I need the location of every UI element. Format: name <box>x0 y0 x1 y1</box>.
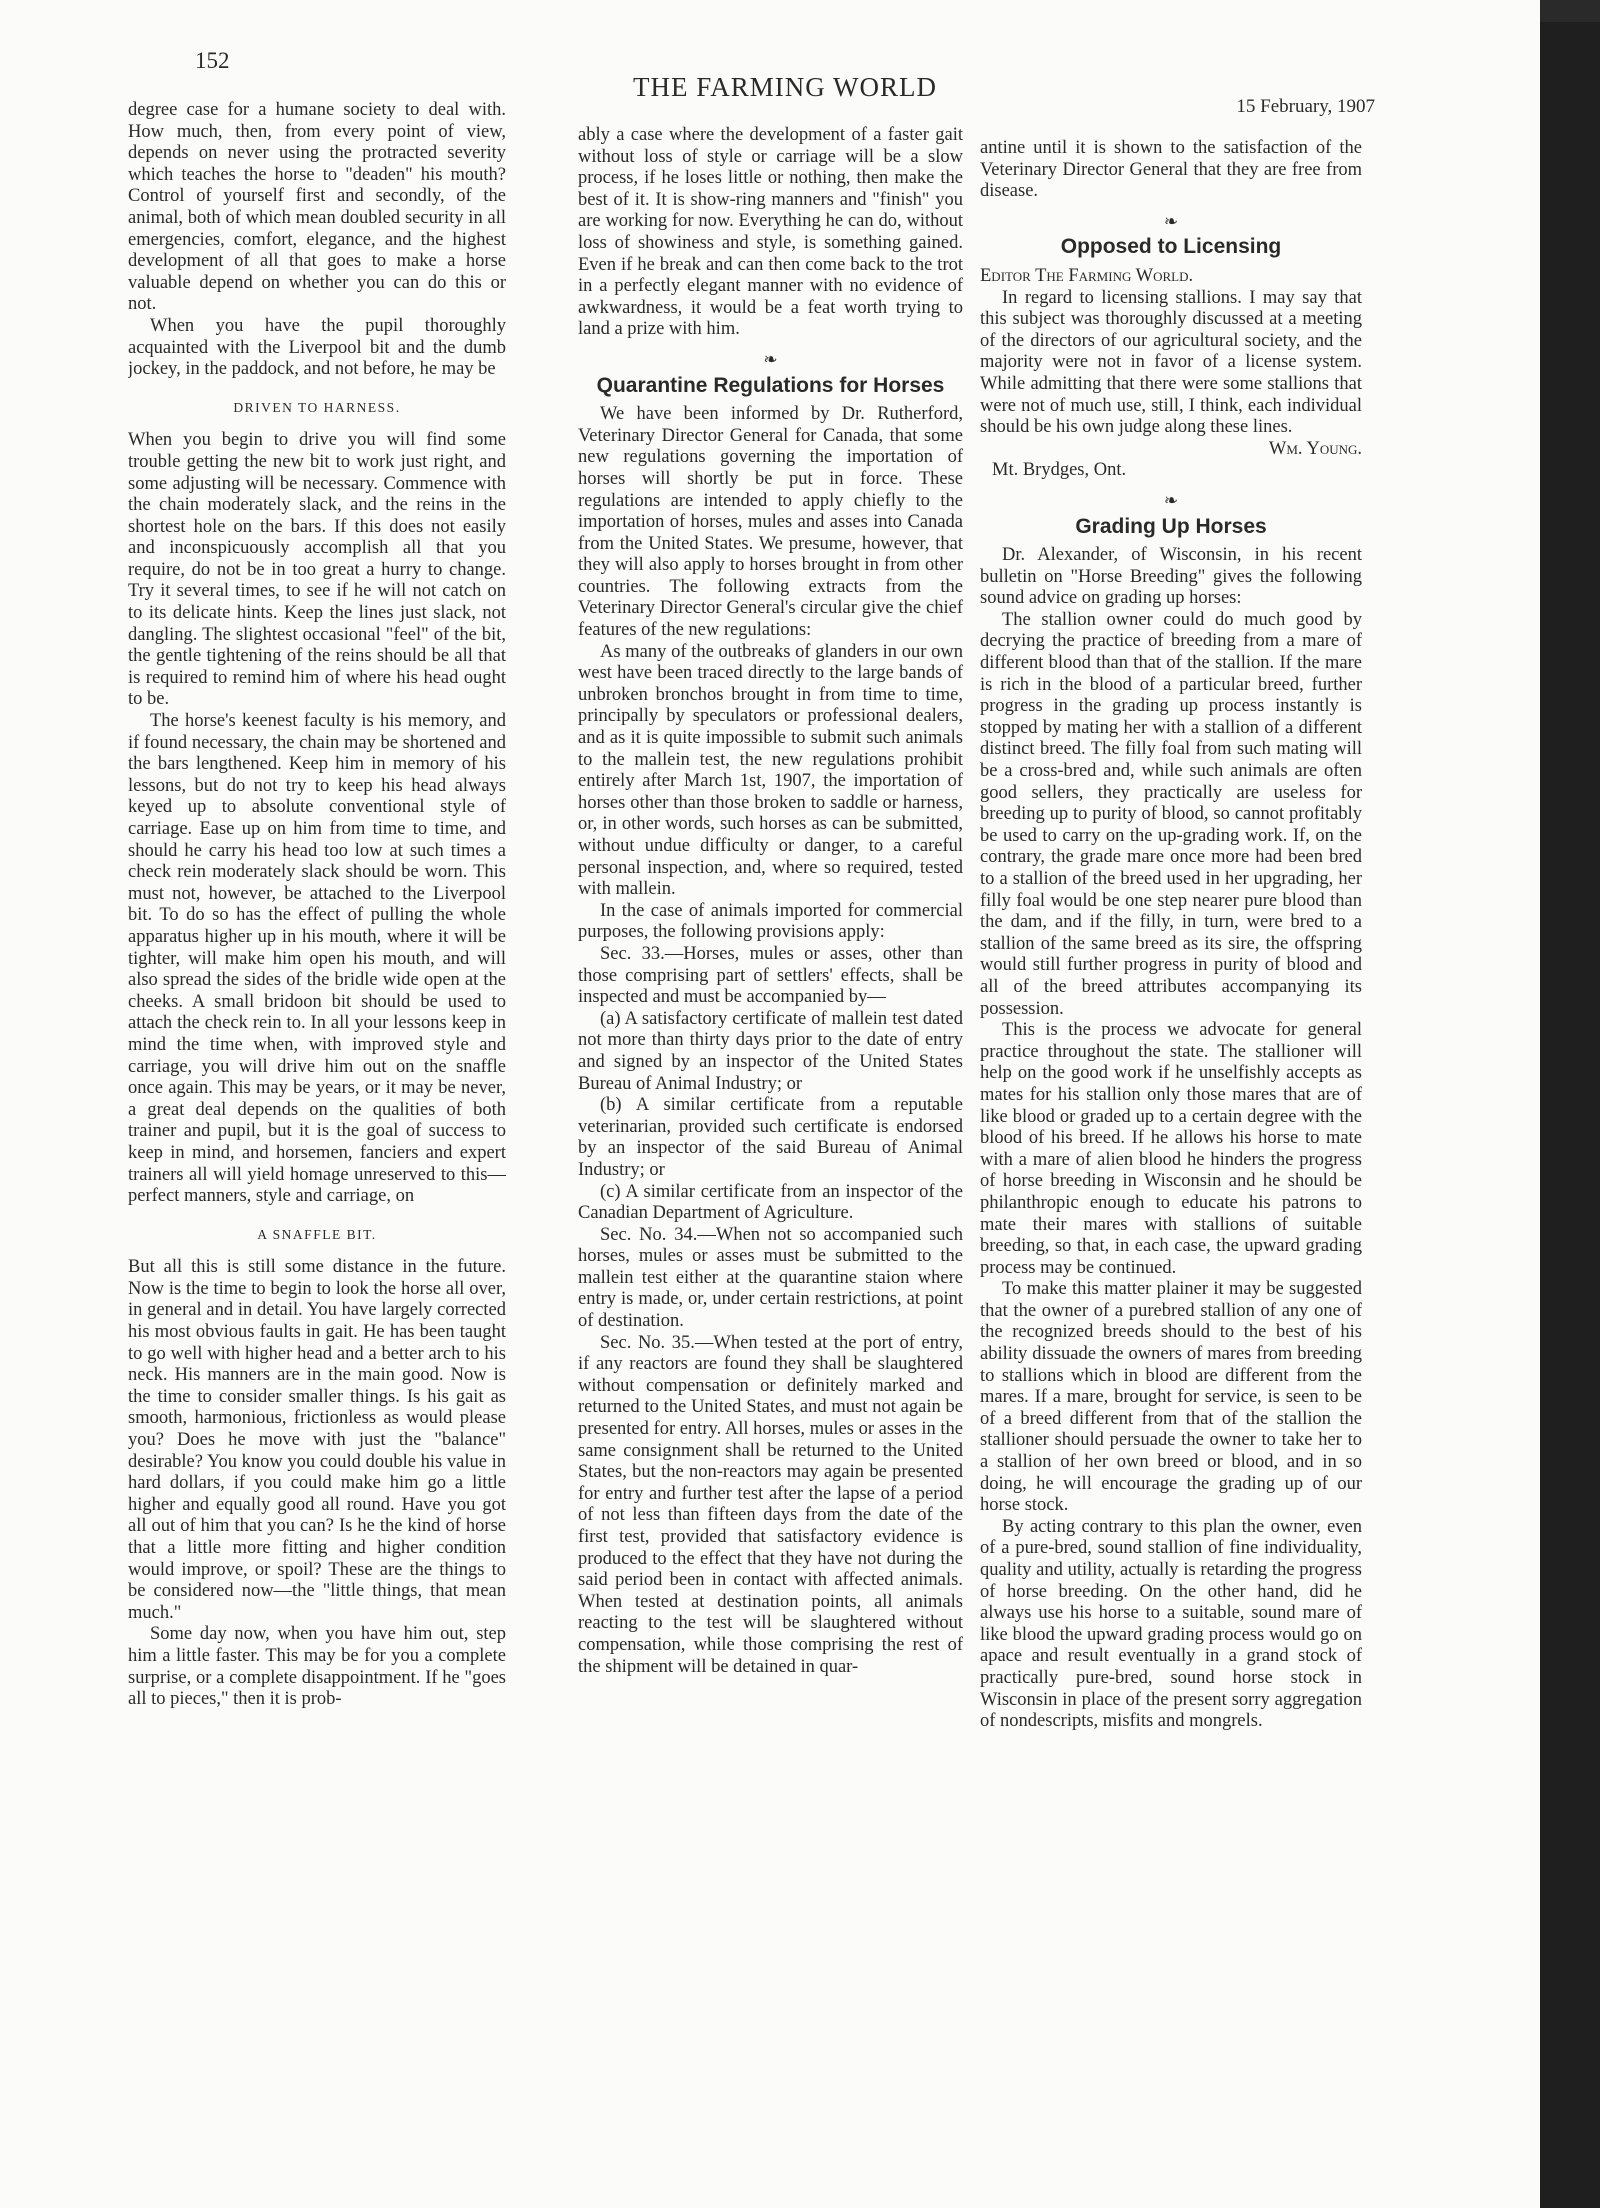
paragraph: ably a case where the development of a faster gait without loss of style or carriage will be a slow process, if he loses little or nothing, then make the best of it. It is show-ring manners and "finish" you are working for now. Everything he can do, without loss of showiness and style, is something gained. Even if he break and can then come back to the trot in a perfectly elegant manner with no evidence of awkwardness, it would be a feat worth trying to land a prize with him. <box>578 125 963 340</box>
paragraph: In the case of animals imported for commercial purposes, the following provisions apply: <box>578 900 963 943</box>
issue-date: 15 February, 1907 <box>1236 96 1375 117</box>
letter-place: Mt. Brydges, Ont. <box>992 460 1127 481</box>
letter-signature: Wm. Young. <box>1268 438 1362 459</box>
headline-grading-up-horses: Grading Up Horses <box>1075 514 1267 538</box>
page-number: 152 <box>195 48 230 73</box>
paragraph: Sec. 33.—Horses, mules or asses, other than those comprising part of settlers' effects, shall be inspected and must be accompanied by— <box>578 943 963 1008</box>
paragraph: When you begin to drive you will find some trouble getting the new bit to work just right, and some adjusting will be necessary. Commence with the chain moderately slack, and the reins in the shortest hole on the bars. If this does not easily and inconspicuously accomplish all that you require, do not be in too great a hurry to change. Try it several times, to see if he will not catch on to its delicate hints. Keep the lines just slack, not dangling. The slightest occasional "feel" of the bit, the gentle tightening of the reins should be all that is required to remind him of where his head ought to be. <box>128 430 506 710</box>
page-header <box>195 44 1375 117</box>
paragraph: This is the process we advocate for general practice throughout the state. The stallioner will help on the good work if he unselfishly accepts as mates for his stallion only those mares that are of like blood or graded up to a certain degree with the blood of his breed. If he allows his horse to mate with a mare of alien blood he hinders the progress of horse breeding in Wisconsin and he should be philanthropic enough to educate his patrons to mate their mares with stallions of suitable breeding, so that, in each case, the upward grading process may be continued. <box>980 1020 1362 1278</box>
paragraph: In regard to licensing stallions. I may say that this subject was thoroughly discussed at a meeting of the directors of our agricultural society, and the majority were not in favor of a license system. While admitting that there were some stallions that were not of much use, still, I think, each individual should be his own judge along these lines. <box>980 287 1362 438</box>
paragraph: By acting contrary to this plan the owner, even of a pure-bred, sound stallion of fine individuality, quality and utility, actually is retarding the progress of horse breeding. On the other hand, did he always use his horse to a suitable, sound mare of like blood the upward grading process would go on apace and result eventually in a grand stock of practically pure-bred, sound horse stock in Wisconsin in place of the present sorry aggregation of nondescripts, misfits and mongrels. <box>980 1516 1362 1732</box>
paragraph: But all this is still some distance in the future. Now is the time to begin to look the horse all over, in general and in detail. You have largely corrected his most obvious faults in gait. He has been taught to go well with higher head and a better arch to his neck. His manners are in the main good. Now is the time to consider smaller things. Is his gait as smooth, harmonious, frictionless as would please you? Does he move with just the "balance" desirable? You know you could double his value in hard dollars, if you could make him go a little higher and equally good all round. Have you got all out of him that you can? Is he the kind of horse that a little more fitting and higher condition would improve, or spoil? These are the things to be considered now—the "little things, that mean much." <box>128 1257 506 1623</box>
paragraph: The stallion owner could do much good by decrying the practice of breeding from a mare of different blood than that of the stallion. If the mare is rich in the blood of a particular breed, further progress in the grading up process instantly is stopped by mating her with a stallion of a different distinct breed. The filly foal from such mating will be a cross-bred and, while such animals are often good sellers, they practically are useless for breeding up to purity of blood, so cannot profitably be used to carry on the up-grading work. If, on the contrary, the grade mare once more had been bred to a stallion of the breed used in her upgrading, her filly foal would be one step nearer pure blood than the dam, and if the filly, in turn, were bred to a stallion of the same breed as its sire, the offspring would still further progress in purity of blood and all of the breed attributes accompanying its possession. <box>980 609 1362 1019</box>
fleuron-ornament: ❧ <box>763 349 778 369</box>
paragraph: (b) A similar certificate from a reputable veterinarian, provided such certificate is endorsed by an inspector of the said Bureau of Animal Industry; or <box>578 1095 963 1180</box>
scan-border-right <box>1540 0 1600 2208</box>
paragraph: antine until it is shown to the satisfaction of the Veterinary Director General that they are free from disease. <box>980 138 1362 202</box>
column-1 <box>128 100 506 2075</box>
subheading-snaffle-bit: A SNAFFLE BIT. <box>257 1226 377 1242</box>
paragraph: (c) A similar certificate from an inspector of the Canadian Department of Agriculture. <box>578 1181 963 1224</box>
paragraph: Sec. No. 35.—When tested at the port of entry, if any reactors are found they shall be slaughtered without compensation or definitely marked and returned to the United States, and must not again be presented for entry. All horses, mules or asses in the same consignment shall be returned to the United States, but the non-reactors may again be presented for entry and further test after the lapse of a period of not less than fifteen days from the date of the first test, provided that satisfactory evidence is produced to the effect that they have not during the said period been in contact with affected animals. When tested at destination points, all animals reacting to the test will be slaughtered without compensation, while those comprising the rest of the shipment will be detained in quar- <box>578 1332 963 1677</box>
journal-title: THE FARMING WORLD <box>633 72 937 102</box>
paragraph: Some day now, when you have him out, step him a little faster. This may be for you a complete surprise, or a complete disappointment. If he "goes all to pieces," then it is prob- <box>128 1624 506 1710</box>
paragraph: When you have the pupil thoroughly acquainted with the Liverpool bit and the dumb jockey, in the paddock, and not before, he may be <box>128 315 506 380</box>
paragraph: degree case for a humane society to deal with. How much, then, from every point of view, depends on never using the protracted severity which teaches the horse to "deaden" his mouth? Control of yourself first and secondly, of the animal, both of which mean doubled security in all emergencies, comfort, elegance, and the highest development of all that goes to make a horse valuable depend on whether you can do this or not. <box>128 100 506 315</box>
paragraph: As many of the outbreaks of glanders in our own west have been traced directly to the large bands of unbroken bronchos brought in from time to time, principally by speculators or professional dealers, and as it is quite impossible to submit such animals to the mallein test, the new regulations prohibit entirely after March 1st, 1907, the importation of horses other than those broken to saddle or harness, or, in other words, such horses as can be submitted, without undue difficulty or danger, to a careful personal inspection, and, where so required, tested with mallein. <box>578 641 963 900</box>
subheading-driven-to-harness: DRIVEN TO HARNESS. <box>233 399 401 415</box>
paragraph: To make this matter plainer it may be suggested that the owner of a purebred stallion of any one of the recognized breeds should to the best of his ability dissuade the owners of mares from breeding to stallions which in blood are different from the mares. If a mare, brought for service, is seen to be of a breed different from that of the stallion the stallioner should persuade the owner to take her to a stallion of her own breed or blood, and in so doing, he will encourage the grading up of our horse stock. <box>980 1279 1362 1516</box>
paragraph: We have been informed by Dr. Rutherford, Veterinary Director General for Canada, that some new regulations governing the importation of horses will shortly be put in force. These regulations are intended to apply chiefly to the importation of horses, mules and asses into Canada from the United States. We presume, however, that they will also apply to horses brought in from other countries. The following extracts from the Veterinary Director General's circular give the chief features of the new regulations: <box>578 404 963 641</box>
column-2 <box>578 125 963 2075</box>
column-3 <box>980 138 1362 2063</box>
paragraph: Sec. No. 34.—When not so accompanied such horses, mules or asses must be submitted to the mallein test either at the quarantine staion where entry is made, or, under certain restrictions, at point of destination. <box>578 1224 963 1332</box>
headline-opposed-to-licensing: Opposed to Licensing <box>1060 235 1282 259</box>
fleuron-ornament: ❧ <box>1163 490 1179 510</box>
paragraph: Dr. Alexander, of Wisconsin, in his recent bulletin on "Horse Breeding" gives the following sound advice on grading up horses: <box>980 545 1362 609</box>
fleuron-ornament: ❧ <box>1163 211 1179 231</box>
headline-quarantine-regulations: Quarantine Regulations for Horses <box>596 373 945 397</box>
paragraph: The horse's keenest faculty is his memory, and if found necessary, the chain may be shortened and the bars lengthened. Keep him in memory of his lessons, but do not try to keep his head always keyed up to absolute conventional style of carriage. Ease up on him from time to time, and should he carry his head too low at such times a check rein moderately slack should be worn. This must not, however, be attached to the Liverpool bit. To do so has the effect of pulling the whole apparatus higher up in his mouth, where it will be tighter, will make him open his mouth, and will also spread the sides of the bridle wide open at the cheeks. A small bridoon bit should be used to attach the check rein to. In all your lessons keep in mind the time when, with improved style and carriage, you will drive him out on the snaffle once again. This may be years, or it may be never, a great deal depends on the qualities of both trainer and pupil, but it is the goal of success to keep in mind, and horsemen, fanciers and expert trainers all will yield homage unreserved to this—perfect manners, style and carriage, on <box>128 711 506 1207</box>
paragraph: (a) A satisfactory certificate of mallein test dated not more than thirty days prior to the date of entry and signed by an inspector of the United States Bureau of Animal Industry; or <box>578 1008 963 1094</box>
editor-line: Editor The Farming World. <box>980 265 1194 286</box>
